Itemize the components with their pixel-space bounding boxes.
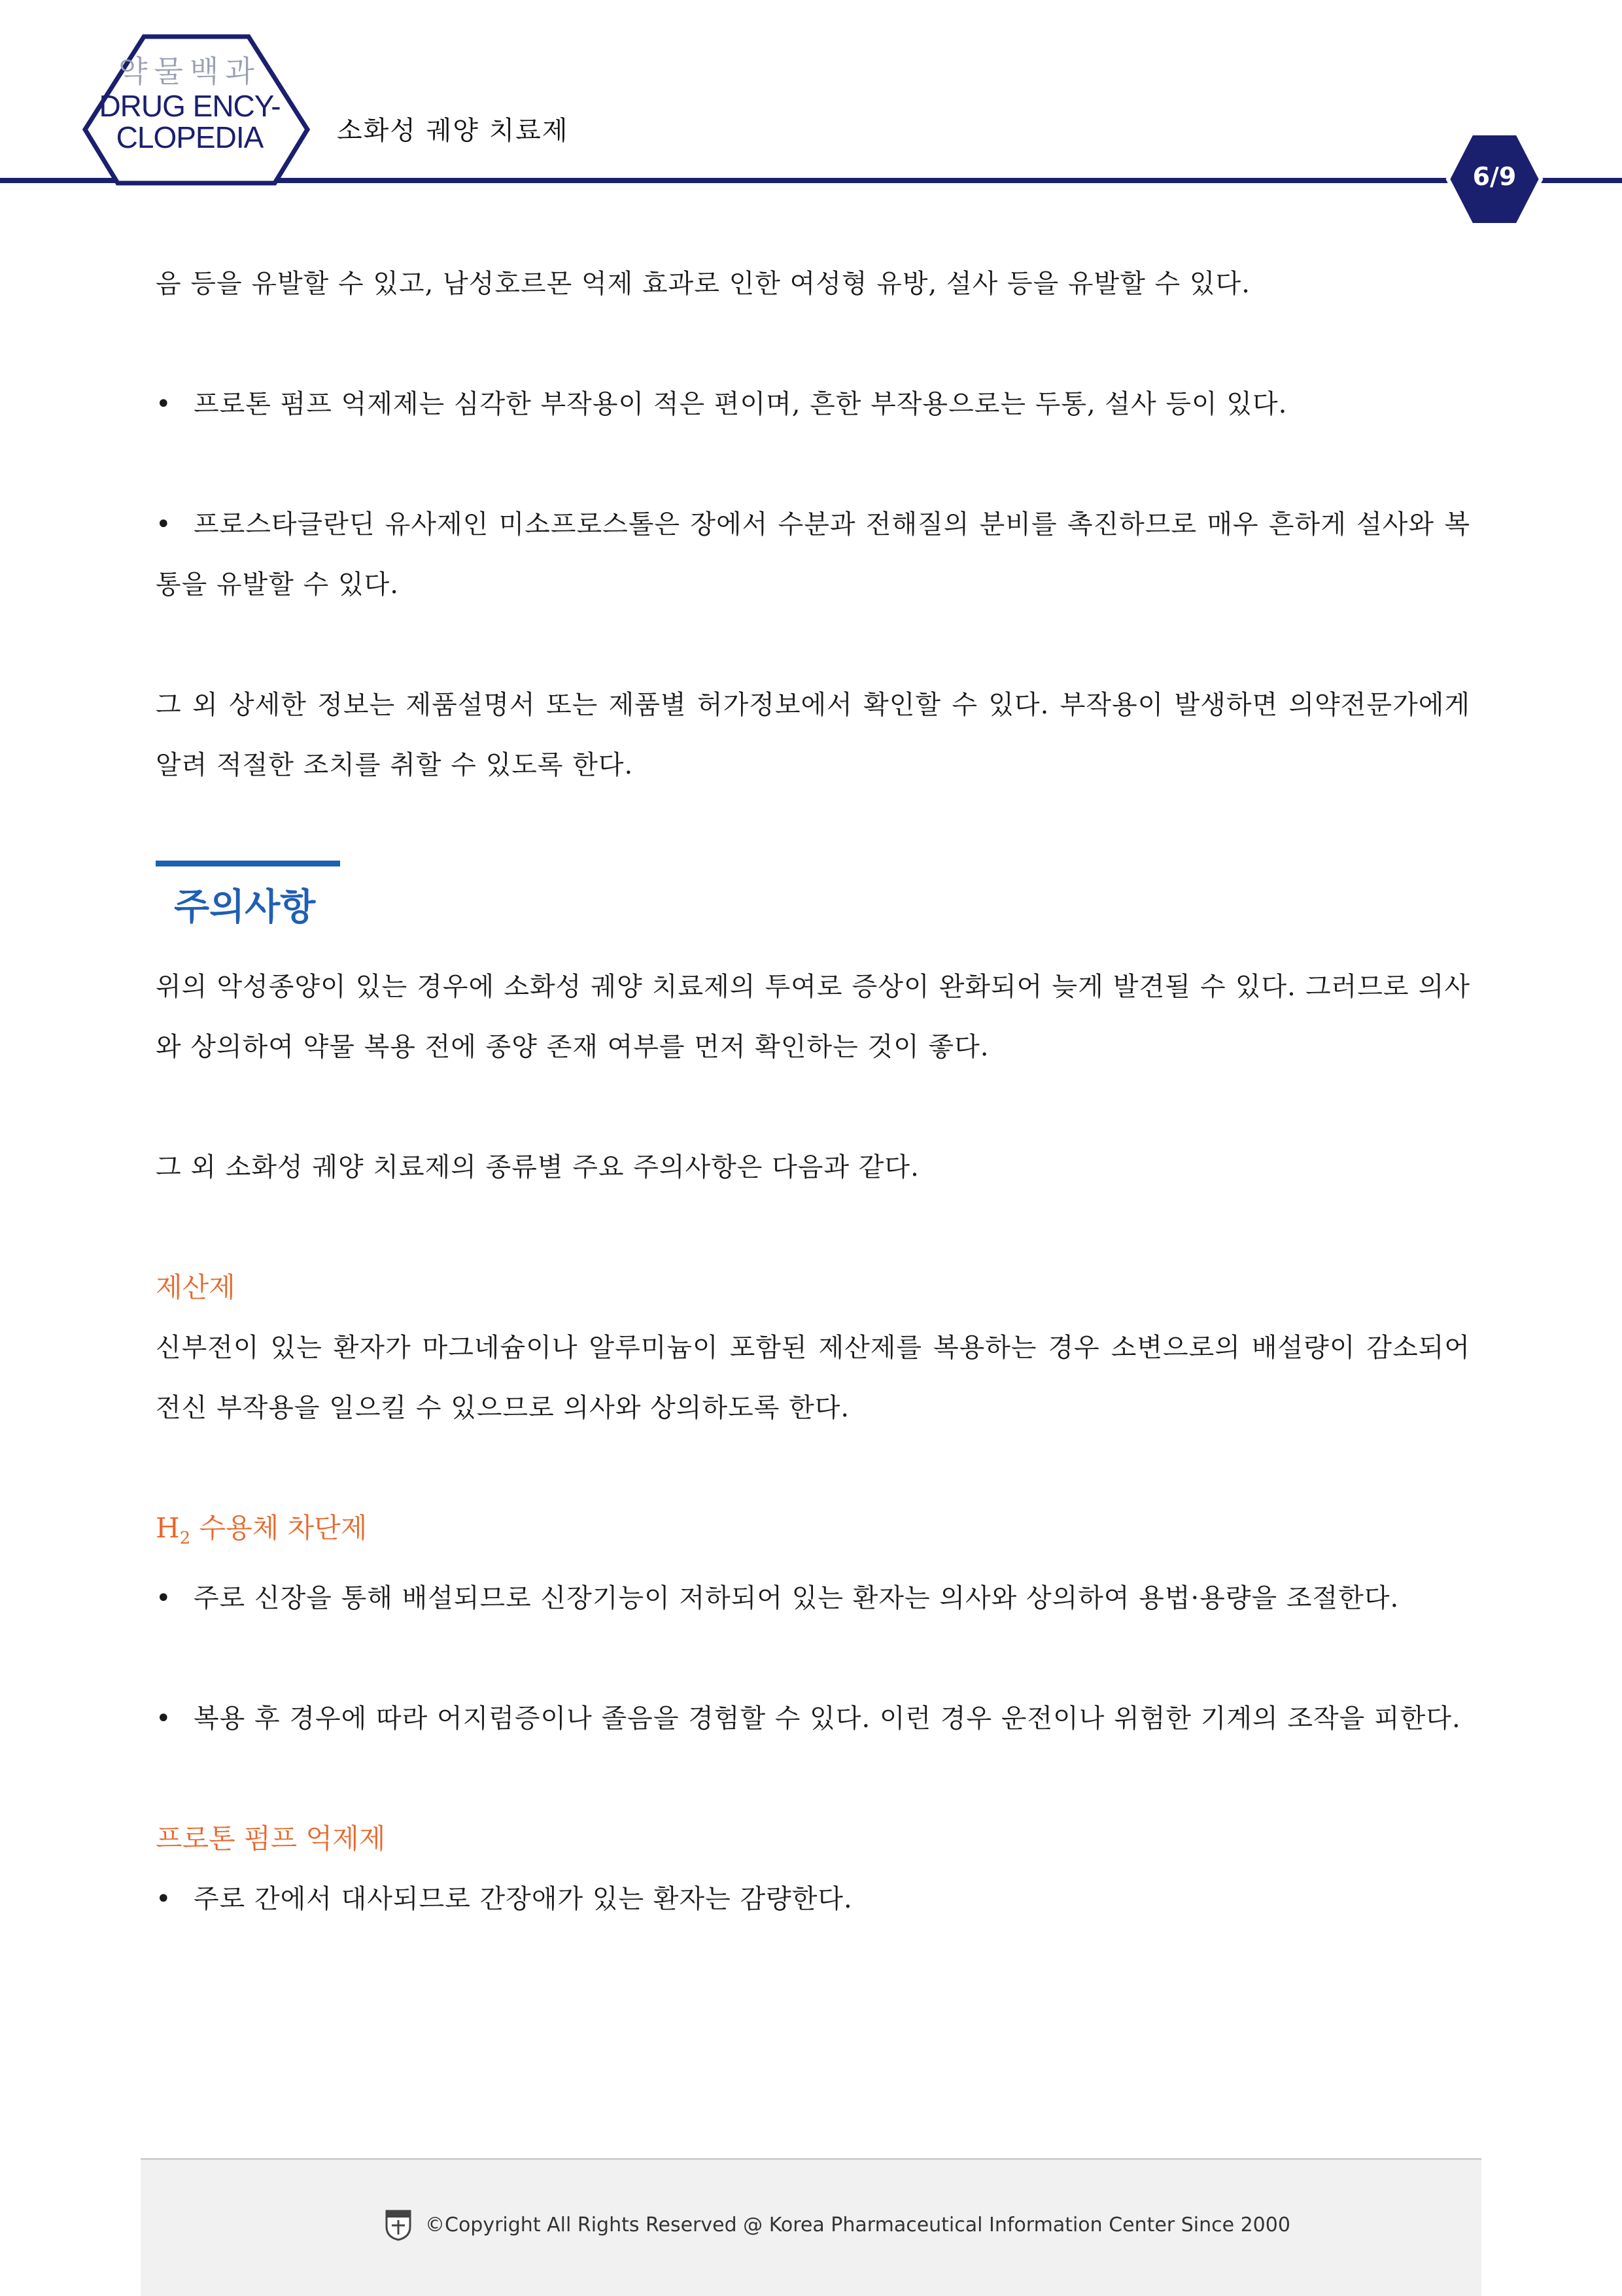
- paragraph-more-info: 그 외 상세한 정보는 제품설명서 또는 제품별 허가정보에서 확인할 수 있다. 부작용이 발생하면 의약전문가에게 알려 적절한 조치를 취할 수 있도록 한다.: [156, 690, 1470, 780]
- bullet-icon: •: [156, 1704, 172, 1734]
- section-accent-bar: [156, 861, 340, 866]
- subsection-title-antacid: 제산제: [156, 1271, 235, 1303]
- subsection-title-ppi: 프로톤 펌프 억제제: [156, 1823, 386, 1855]
- bullet-text: 복용 후 경우에 따라 어지럼증이나 졸음을 경험할 수 있다. 이런 경우 운전이나 위험한 기계의 조작을 피한다.: [194, 1704, 1461, 1734]
- bullet-text: 주로 신장을 통해 배설되므로 신장기능이 저하되어 있는 환자는 의사와 상의하여 용법·용량을 조절한다.: [194, 1583, 1400, 1614]
- bullet-h2-renal: [156, 1568, 1470, 1628]
- footer: [141, 2158, 1481, 2296]
- paragraph-antacid: 신부전이 있는 환자가 마그네슘이나 알루미늄이 포함된 제산제를 복용하는 경우 소변으로의 배설량이 감소되어 전신 부작용을 일으킬 수 있으므로 의사와 상의하도록 한다.: [156, 1333, 1470, 1423]
- bullet-text: 주로 간에서 대사되므로 간장애가 있는 환자는 감량한다.: [194, 1884, 853, 1915]
- bullet-icon: •: [156, 1884, 172, 1915]
- logo-korean: 약물백과: [118, 54, 261, 89]
- paragraph-per-class-intro: 그 외 소화성 궤양 치료제의 종류별 주요 주의사항은 다음과 같다.: [156, 1152, 920, 1182]
- subsection-title-h2-blocker: $H_2$ 수용체 차단제: [156, 1512, 368, 1549]
- bullet-h2-dizziness: [156, 1688, 1470, 1749]
- paragraph-side-effects-continued: 음 등을 유발할 수 있고, 남성호르몬 억제 효과로 인한 여성형 유방, 설사 등을 유발할 수 있다.: [156, 269, 1251, 299]
- bullet-icon: •: [156, 389, 172, 419]
- bullet-icon: •: [156, 509, 172, 540]
- bullet-icon: •: [156, 1583, 172, 1614]
- document-title: 소화성 궤양 치료제: [337, 116, 569, 146]
- bullet-text: 프로스타글란딘 유사제인 미소프로스톨은 장에서 수분과 전해질의 분비를 촉진하므로 매우 흔하게 설사와 복통을 유발할 수 있다.: [156, 509, 1470, 600]
- bullet-misoprostol-side-effects: [156, 494, 1470, 615]
- bullet-text: 프로톤 펌프 억제제는 심각한 부작용이 적은 편이며, 흔한 부작용으로는 두통, 설사 등이 있다.: [194, 389, 1288, 419]
- paragraph-malignancy-warning: 위의 악성종양이 있는 경우에 소화성 궤양 치료제의 투여로 증상이 완화되어 늦게 발견될 수 있다. 그러므로 의사와 상의하여 약물 복용 전에 종양 존재 여부를 먼저 확인하는 것이 좋다.: [156, 972, 1470, 1062]
- main-content: [156, 254, 1470, 1929]
- section-title: 주의사항: [174, 886, 316, 929]
- page-indicator: 6/9: [1472, 162, 1517, 191]
- logo-english: DRUG ENCY- CLOPEDIA: [99, 89, 281, 154]
- kpic-emblem-icon: [384, 2208, 413, 2241]
- bullet-ppi-side-effects: [156, 374, 1470, 434]
- bullet-ppi-hepatic: [156, 1869, 1470, 1929]
- copyright-text: ©Copyright All Rights Reserved @ Korea Pharmaceutical Information Center Since 2000: [425, 2214, 1290, 2236]
- logo: [92, 52, 288, 153]
